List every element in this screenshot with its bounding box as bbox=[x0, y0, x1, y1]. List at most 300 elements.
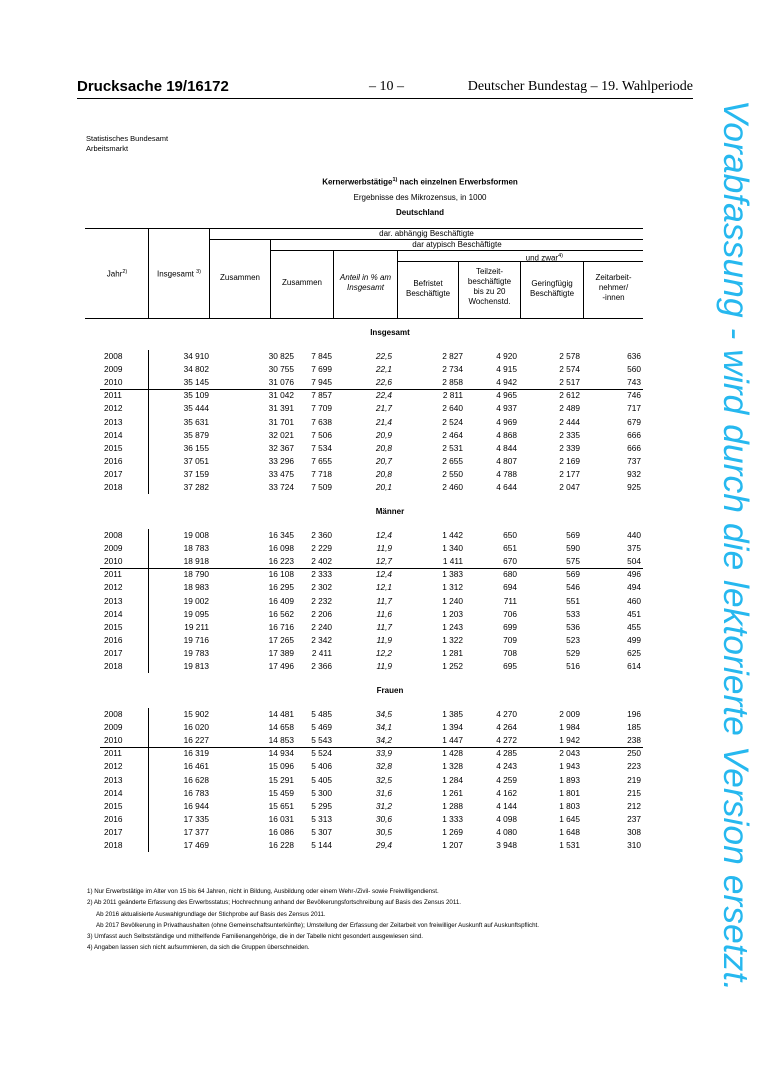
table-cell: 2018 bbox=[104, 482, 123, 492]
table-cell: 17 335 bbox=[183, 813, 209, 824]
table-cell: 16 628 bbox=[183, 774, 209, 785]
table-cell: 16 783 bbox=[183, 787, 209, 798]
table-cell: 1 340 bbox=[442, 543, 463, 554]
table-cell: 37 159 bbox=[183, 468, 209, 479]
table-cell: 1 261 bbox=[442, 787, 463, 798]
table-cell: 31,2 bbox=[375, 800, 392, 811]
table-row bbox=[90, 735, 650, 748]
table-cell: 1 383 bbox=[442, 569, 463, 580]
table-cell: 1 243 bbox=[442, 621, 463, 632]
table-row bbox=[90, 556, 650, 569]
table-cell: 1 645 bbox=[559, 813, 580, 824]
table-cell: 4 969 bbox=[496, 416, 517, 427]
table-cell: 1 394 bbox=[442, 722, 463, 733]
table-cell: 32 367 bbox=[268, 442, 294, 453]
table-cell: 499 bbox=[627, 634, 641, 645]
table-cell: 18 783 bbox=[183, 543, 209, 554]
table-region: Deutschland bbox=[395, 208, 444, 217]
table-cell: 2 550 bbox=[442, 468, 463, 479]
table-cell: 2 229 bbox=[311, 543, 332, 554]
table-cell: 17 469 bbox=[183, 840, 209, 850]
table-cell: 746 bbox=[627, 390, 641, 401]
table-cell: 5 406 bbox=[311, 761, 332, 772]
table-cell: 3 948 bbox=[496, 840, 517, 850]
table-row bbox=[90, 801, 650, 814]
table-cell: 1 385 bbox=[442, 709, 463, 719]
table-cell: 1 442 bbox=[442, 530, 463, 540]
table-row bbox=[90, 430, 650, 443]
table-cell: 35 444 bbox=[183, 403, 209, 414]
table-cell: 22,1 bbox=[375, 364, 392, 375]
section-title-maenner: Männer bbox=[375, 507, 405, 516]
table-cell: 31 076 bbox=[268, 377, 294, 388]
table-cell: 2014 bbox=[104, 787, 123, 798]
table-cell: 2 460 bbox=[442, 482, 463, 492]
table-cell: 15 096 bbox=[268, 761, 294, 772]
table-cell: 2 240 bbox=[311, 621, 332, 632]
table-cell: 440 bbox=[627, 530, 641, 540]
table-cell: 2010 bbox=[104, 556, 123, 567]
footnotes bbox=[87, 886, 647, 954]
table-cell: 20,8 bbox=[375, 442, 392, 453]
table-cell: 16 228 bbox=[268, 840, 294, 850]
table-cell: 33,9 bbox=[375, 748, 392, 759]
table-cell: 516 bbox=[566, 661, 580, 671]
table-cell: 2 524 bbox=[442, 416, 463, 427]
table-cell: 4 272 bbox=[496, 735, 517, 746]
table-cell: 2 517 bbox=[559, 377, 580, 388]
table-cell: 17 496 bbox=[268, 661, 294, 671]
table-cell: 17 377 bbox=[183, 826, 209, 837]
table-row bbox=[90, 748, 650, 761]
table-cell: 7 655 bbox=[311, 455, 332, 466]
table-cell: 11,7 bbox=[376, 595, 392, 606]
table-row bbox=[90, 840, 650, 853]
table-cell: 2018 bbox=[104, 661, 123, 671]
table-cell: 19 095 bbox=[183, 608, 209, 619]
table-cell: 717 bbox=[627, 403, 641, 414]
table-cell: 34,2 bbox=[375, 735, 392, 746]
table-cell: 4 264 bbox=[496, 722, 517, 733]
table-cell: 699 bbox=[503, 621, 517, 632]
table-cell: 20,9 bbox=[375, 429, 392, 440]
table-cell: 1 648 bbox=[559, 826, 580, 837]
table-cell: 2 342 bbox=[311, 634, 332, 645]
parliament-title: Deutscher Bundestag – 19. Wahlperiode bbox=[467, 79, 693, 94]
table-cell: 2 811 bbox=[442, 390, 463, 401]
table-cell: 2014 bbox=[104, 608, 123, 619]
table-cell: 4 807 bbox=[496, 455, 517, 466]
table-cell: 2 531 bbox=[442, 442, 463, 453]
table-row bbox=[90, 351, 650, 364]
table-cell: 30,5 bbox=[375, 826, 392, 837]
table-cell: 7 718 bbox=[311, 468, 332, 479]
table-cell: 20,1 bbox=[375, 482, 392, 492]
page-header bbox=[77, 78, 693, 99]
col-zusammen-atypisch: Zusammen bbox=[281, 278, 322, 287]
table-cell: 1 531 bbox=[559, 840, 580, 850]
table-cell: 16 227 bbox=[183, 735, 209, 746]
table-cell: 5 313 bbox=[311, 813, 332, 824]
table-cell: 4 243 bbox=[496, 761, 517, 772]
table-cell: 34,1 bbox=[375, 722, 392, 733]
table-cell: 5 469 bbox=[311, 722, 332, 733]
table-cell: 2 339 bbox=[559, 442, 580, 453]
table-cell: 614 bbox=[627, 661, 641, 671]
table-cell: 35 631 bbox=[183, 416, 209, 427]
document-number: Drucksache 19/16172 bbox=[77, 78, 229, 95]
table-row bbox=[90, 364, 650, 377]
table-cell: 196 bbox=[627, 709, 641, 719]
col-teilzeit: Teilzeit- beschäftigte bis zu 20 Wochenstd. bbox=[467, 267, 512, 306]
table-cell: 5 300 bbox=[311, 787, 332, 798]
table-cell: 14 658 bbox=[268, 722, 294, 733]
col-anteil: Anteil in % am Insgesamt bbox=[339, 273, 392, 292]
table-cell: 31 042 bbox=[268, 390, 294, 401]
table-cell: 2 206 bbox=[311, 608, 332, 619]
col-geringfuegig: Geringfügig Beschäftigte bbox=[529, 279, 575, 298]
table-cell: 2 169 bbox=[559, 455, 580, 466]
table-cell: 4 144 bbox=[496, 800, 517, 811]
table-cell: 4 788 bbox=[496, 468, 517, 479]
table-row bbox=[90, 543, 650, 556]
table-cell: 32 021 bbox=[268, 429, 294, 440]
table-cell: 2018 bbox=[104, 840, 123, 850]
table-cell: 7 699 bbox=[311, 364, 332, 375]
footnote-4: 4) Angaben lassen sich nicht aufsummieren, da sich die Gruppen überschneiden. bbox=[87, 944, 310, 952]
table-row bbox=[90, 775, 650, 788]
table-cell: 16 098 bbox=[268, 543, 294, 554]
table-cell: 18 918 bbox=[183, 556, 209, 567]
table-cell: 2015 bbox=[104, 621, 123, 632]
table-cell: 2 640 bbox=[442, 403, 463, 414]
table-cell: 308 bbox=[627, 826, 641, 837]
table-cell: 2017 bbox=[104, 468, 123, 479]
table-cell: 533 bbox=[566, 608, 580, 619]
table-cell: 451 bbox=[627, 608, 641, 619]
table-cell: 238 bbox=[627, 735, 641, 746]
table-cell: 504 bbox=[627, 556, 641, 567]
table-cell: 14 853 bbox=[268, 735, 294, 746]
table-cell: 2 047 bbox=[559, 482, 580, 492]
table-cell: 15 651 bbox=[268, 800, 294, 811]
table-cell: 2013 bbox=[104, 774, 123, 785]
table-cell: 2015 bbox=[104, 442, 123, 453]
table-cell: 708 bbox=[503, 647, 517, 658]
table-cell: 460 bbox=[627, 595, 641, 606]
table-cell: 2 858 bbox=[442, 377, 463, 388]
table-cell: 711 bbox=[503, 595, 517, 606]
table-cell: 2009 bbox=[104, 543, 123, 554]
table-cell: 2 360 bbox=[311, 530, 332, 540]
draft-watermark: Vorabfassung - wird durch die lektorierte Version ersetzt. bbox=[716, 99, 757, 991]
table-cell: 18 790 bbox=[183, 569, 209, 580]
footnote-2b: Ab 2016 aktualisierte Auswahlgrundlage der Stichprobe auf Basis des Zensus 2011. bbox=[96, 910, 326, 918]
table-cell: 237 bbox=[627, 813, 641, 824]
table-cell: 19 716 bbox=[183, 634, 209, 645]
table-row bbox=[90, 403, 650, 416]
table-cell: 34 910 bbox=[183, 351, 209, 361]
table-cell: 16 345 bbox=[268, 530, 294, 540]
table-cell: 12,2 bbox=[375, 647, 392, 658]
table-row bbox=[90, 417, 650, 430]
table-cell: 2012 bbox=[104, 761, 123, 772]
table-cell: 666 bbox=[627, 442, 641, 453]
table-cell: 1 207 bbox=[442, 840, 463, 850]
table-cell: 15 459 bbox=[268, 787, 294, 798]
table-cell: 1 288 bbox=[442, 800, 463, 811]
table-cell: 32,8 bbox=[375, 761, 392, 772]
table-cell: 1 803 bbox=[559, 800, 580, 811]
table-cell: 4 259 bbox=[496, 774, 517, 785]
table-cell: 185 bbox=[627, 722, 641, 733]
table-cell: 11,6 bbox=[376, 608, 392, 619]
table-cell: 2 302 bbox=[311, 582, 332, 593]
table-cell: 37 282 bbox=[183, 482, 209, 492]
table-cell: 2013 bbox=[104, 595, 123, 606]
table-cell: 1 312 bbox=[442, 582, 463, 593]
table-row bbox=[90, 609, 650, 622]
table-cell: 2 043 bbox=[559, 748, 580, 759]
table-cell: 4 937 bbox=[496, 403, 517, 414]
table-cell: 1 801 bbox=[559, 787, 580, 798]
table-cell: 21,4 bbox=[375, 416, 392, 427]
table-cell: 1 328 bbox=[442, 761, 463, 772]
table-row bbox=[90, 709, 650, 722]
table-cell: 2 489 bbox=[559, 403, 580, 414]
table-cell: 31 391 bbox=[268, 403, 294, 414]
table-cell: 1 428 bbox=[442, 748, 463, 759]
table-cell: 575 bbox=[566, 556, 580, 567]
table-cell: 2 734 bbox=[442, 364, 463, 375]
table-cell: 35 109 bbox=[183, 390, 209, 401]
table-cell: 4 080 bbox=[496, 826, 517, 837]
table-cell: 2008 bbox=[104, 530, 123, 540]
table-cell: 20,8 bbox=[375, 468, 392, 479]
table-cell: 2017 bbox=[104, 647, 123, 658]
table-cell: 529 bbox=[566, 647, 580, 658]
table-cell: 16 295 bbox=[268, 582, 294, 593]
table-cell: 5 295 bbox=[311, 800, 332, 811]
table-cell: 223 bbox=[627, 761, 641, 772]
table-cell: 212 bbox=[627, 800, 641, 811]
table-cell: 16 020 bbox=[183, 722, 209, 733]
table-cell: 536 bbox=[566, 621, 580, 632]
table-cell: 2016 bbox=[104, 634, 123, 645]
table-cell: 2 612 bbox=[559, 390, 580, 401]
table-cell: 7 857 bbox=[311, 390, 332, 401]
table-cell: 5 485 bbox=[311, 709, 332, 719]
table-cell: 35 879 bbox=[183, 429, 209, 440]
table-cell: 19 211 bbox=[184, 621, 209, 632]
table-row bbox=[90, 530, 650, 543]
table-cell: 12,1 bbox=[375, 582, 392, 593]
col-und-zwar: und zwar$^{4)}$ bbox=[525, 253, 563, 263]
table-cell: 16 223 bbox=[268, 556, 294, 567]
table-cell: 496 bbox=[627, 569, 641, 580]
table-row bbox=[90, 827, 650, 840]
table-cell: 7 709 bbox=[311, 403, 332, 414]
table-cell: 2011 bbox=[104, 748, 122, 759]
table-row bbox=[90, 622, 650, 635]
table-cell: 5 405 bbox=[311, 774, 332, 785]
table-cell: 7 845 bbox=[311, 351, 332, 361]
table-cell: 19 783 bbox=[183, 647, 209, 658]
table-cell: 4 942 bbox=[496, 377, 517, 388]
table-cell: 5 307 bbox=[311, 826, 332, 837]
table-cell: 2 177 bbox=[559, 468, 580, 479]
table-cell: 16 319 bbox=[183, 748, 209, 759]
table-cell: 4 098 bbox=[496, 813, 517, 824]
table-cell: 30,6 bbox=[375, 813, 392, 824]
table-cell: 19 002 bbox=[183, 595, 209, 606]
table-cell: 679 bbox=[627, 416, 641, 427]
table-cell: 1 269 bbox=[442, 826, 463, 837]
table-cell: 2 366 bbox=[311, 661, 332, 671]
table-cell: 695 bbox=[503, 661, 517, 671]
table-row bbox=[90, 377, 650, 390]
col-dar-abhaengig: dar. abhängig Beschäftigte bbox=[379, 229, 474, 238]
table-cell: 1 942 bbox=[559, 735, 580, 746]
table-row bbox=[90, 596, 650, 609]
table-cell: 33 296 bbox=[268, 455, 294, 466]
table-cell: 932 bbox=[627, 468, 641, 479]
table-cell: 7 945 bbox=[311, 377, 332, 388]
footnote-1: 1) Nur Erwerbstätige im Alter von 15 bis 64 Jahren, nicht in Bildung, Ausbildung oder einem Wehr-/Zivil- sowie Freiwilligendienst. bbox=[87, 888, 439, 895]
table-cell: 1 284 bbox=[442, 774, 463, 785]
footnote-2c: Ab 2017 Bevölkerung in Privathaushalten (ohne Gemeinschaftsunterkünfte); Umstellung der Erfassung der Zeitarbeit von freiwilliger Auskunft auf Auskunftspflicht. bbox=[96, 921, 539, 929]
source-note: Statistisches Bundesamt Arbeitsmarkt bbox=[86, 134, 169, 153]
table-cell: 1 281 bbox=[442, 647, 463, 658]
table-title: Kernerwerbstätige$^{1)}$ nach einzelnen Erwerbsformen bbox=[322, 177, 518, 187]
table-cell: 310 bbox=[627, 840, 641, 850]
table-cell: 32,5 bbox=[375, 774, 392, 785]
table-cell: 706 bbox=[503, 608, 517, 619]
table-cell: 625 bbox=[627, 647, 641, 658]
table-cell: 4 285 bbox=[496, 748, 517, 759]
table-cell: 680 bbox=[503, 569, 517, 580]
section-title-insgesamt: Insgesamt bbox=[370, 328, 410, 337]
table-cell: 15 291 bbox=[268, 774, 294, 785]
table-cell: 16 562 bbox=[268, 608, 294, 619]
table-cell: 16 944 bbox=[183, 800, 209, 811]
table-cell: 2010 bbox=[104, 735, 123, 746]
table-cell: 11,9 bbox=[376, 634, 392, 645]
col-befristet: Befristet Beschäftigte bbox=[405, 279, 451, 298]
table-cell: 2017 bbox=[104, 826, 123, 837]
table-cell: 15 902 bbox=[183, 709, 209, 719]
table-cell: 16 716 bbox=[268, 621, 294, 632]
table-cell: 35 145 bbox=[183, 377, 209, 388]
table-cell: 16 108 bbox=[268, 569, 294, 580]
table-cell: 16 461 bbox=[183, 761, 209, 772]
table-cell: 2016 bbox=[104, 813, 123, 824]
table-cell: 2011 bbox=[104, 390, 122, 401]
table-cell: 4 270 bbox=[496, 709, 517, 719]
table-cell: 2012 bbox=[104, 403, 123, 414]
table-cell: 2009 bbox=[104, 364, 123, 375]
table-cell: 925 bbox=[627, 482, 641, 492]
table-cell: 2 464 bbox=[442, 429, 463, 440]
table-cell: 2 402 bbox=[311, 556, 332, 567]
table-cell: 12,7 bbox=[375, 556, 392, 567]
table-row bbox=[90, 582, 650, 595]
table-row bbox=[90, 482, 650, 495]
table-cell: 14 934 bbox=[268, 748, 294, 759]
table-cell: 2 009 bbox=[559, 709, 580, 719]
table-cell: 12,4 bbox=[375, 569, 392, 580]
table-subtitle: Ergebnisse des Mikrozensus, in 1000 bbox=[353, 193, 487, 202]
table-cell: 2 333 bbox=[311, 569, 332, 580]
table-cell: 17 389 bbox=[268, 647, 294, 658]
table-cell: 560 bbox=[627, 364, 641, 375]
table-cell: 37 051 bbox=[183, 455, 209, 466]
table-cell: 33 724 bbox=[268, 482, 294, 492]
table-row bbox=[90, 814, 650, 827]
table-cell: 11,9 bbox=[376, 661, 392, 671]
col-zeitarbeit: Zeitarbeit- nehmer/ -innen bbox=[595, 273, 632, 302]
table-cell: 5 524 bbox=[311, 748, 332, 759]
table-cell: 2 444 bbox=[559, 416, 580, 427]
table-cell: 34,5 bbox=[375, 709, 392, 719]
table-cell: 22,5 bbox=[375, 351, 392, 361]
table-cell: 5 543 bbox=[311, 735, 332, 746]
table-row bbox=[90, 635, 650, 648]
table-cell: 18 983 bbox=[183, 582, 209, 593]
table-cell: 1 893 bbox=[559, 774, 580, 785]
table-cell: 4 162 bbox=[496, 787, 517, 798]
table-row bbox=[90, 788, 650, 801]
table-cell: 1 943 bbox=[559, 761, 580, 772]
table-cell: 215 bbox=[627, 787, 641, 798]
table-cell: 1 333 bbox=[442, 813, 463, 824]
table-cell: 22,6 bbox=[375, 377, 392, 388]
table-cell: 19 008 bbox=[183, 530, 209, 540]
table-row bbox=[90, 390, 650, 403]
col-insgesamt: Insgesamt $^{3)}$ bbox=[156, 269, 202, 279]
table-cell: 16 031 bbox=[268, 813, 294, 824]
table-row bbox=[90, 569, 650, 582]
table-cell: 666 bbox=[627, 429, 641, 440]
table-cell: 14 481 bbox=[268, 709, 294, 719]
table-row bbox=[90, 761, 650, 774]
table-cell: 670 bbox=[503, 556, 517, 567]
table-cell: 2010 bbox=[104, 377, 123, 388]
table-cell: 11,7 bbox=[376, 621, 392, 632]
table-cell: 2 335 bbox=[559, 429, 580, 440]
table-cell: 16 409 bbox=[268, 595, 294, 606]
table-cell: 551 bbox=[566, 595, 580, 606]
table-cell: 2 232 bbox=[311, 595, 332, 606]
table-row bbox=[90, 661, 650, 674]
table-cell: 4 920 bbox=[496, 351, 517, 361]
table-cell: 2014 bbox=[104, 429, 123, 440]
table-cell: 4 644 bbox=[496, 482, 517, 492]
section-title-frauen: Frauen bbox=[376, 686, 404, 695]
table-cell: 7 638 bbox=[311, 416, 332, 427]
col-zusammen: Zusammen bbox=[219, 273, 260, 282]
table-cell: 19 813 bbox=[183, 661, 209, 671]
table-cell: 2008 bbox=[104, 709, 123, 719]
table-cell: 375 bbox=[627, 543, 641, 554]
table-cell: 7 506 bbox=[311, 429, 332, 440]
table-cell: 2008 bbox=[104, 351, 123, 361]
table-cell: 30 755 bbox=[268, 364, 294, 375]
table-cell: 4 844 bbox=[496, 442, 517, 453]
table-cell: 650 bbox=[503, 530, 517, 540]
table-cell: 2012 bbox=[104, 582, 123, 593]
table-cell: 16 086 bbox=[268, 826, 294, 837]
